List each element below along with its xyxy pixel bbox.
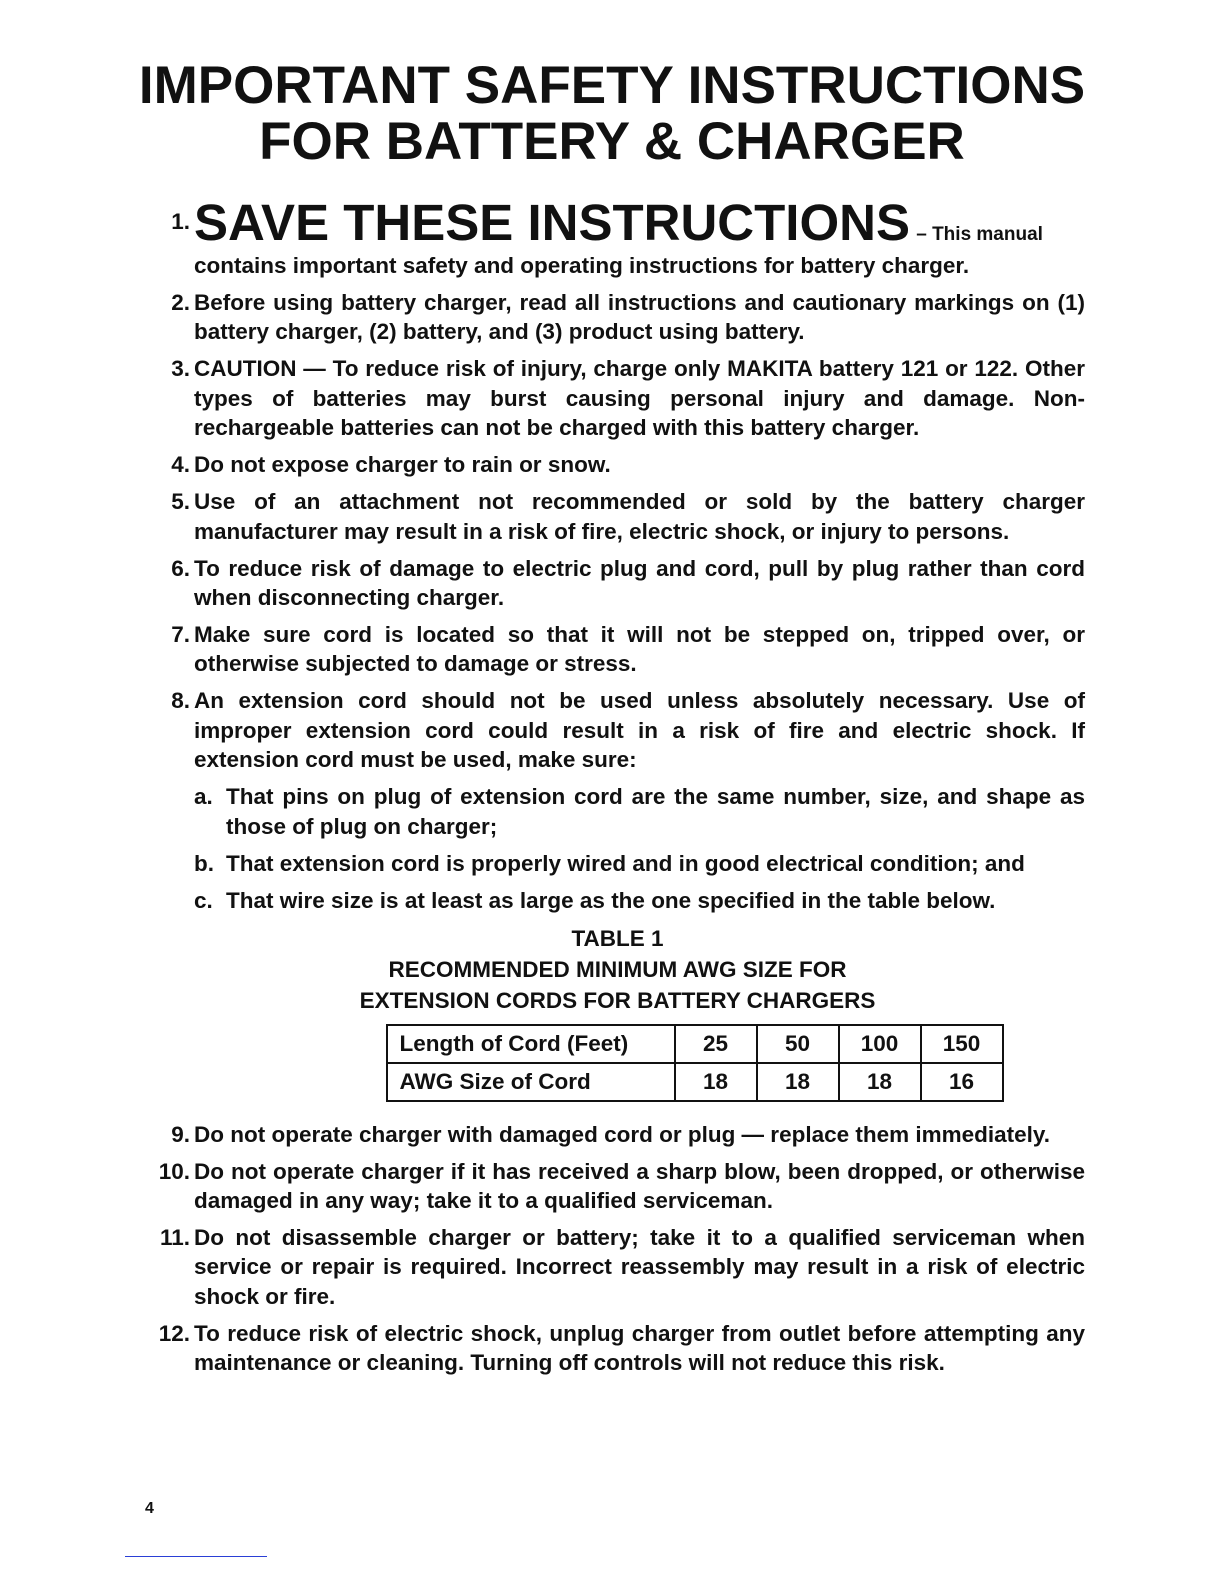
sub-item-a — [194, 782, 1085, 841]
item-text: Do not operate charger if it has received a sharp blow, been dropped, or otherwise damaged in any way; take it to a qualified serviceman. — [194, 1158, 1085, 1214]
table-row — [387, 1063, 1003, 1101]
item-text: Use of an attachment not recommended or sold by the battery charger manufacturer may result in a risk of fire, electric shock, or injury to persons. — [194, 489, 1085, 544]
item-number: 1. — [171, 209, 190, 234]
sub-item-letter: c. — [194, 887, 213, 913]
page-number: 4 — [145, 1500, 154, 1517]
subitems-group — [150, 782, 1085, 915]
table-caption-1: TABLE 1 — [571, 925, 664, 951]
item-number: 6. — [171, 555, 190, 581]
item-text: An extension cord should not be used unless absolutely necessary. Use of improper extension cord could result in a risk of fire and electric shock. If extension cord must be used, make sure: — [194, 688, 1085, 773]
table-cell: 18 — [839, 1063, 921, 1101]
title-line-1: IMPORTANT SAFETY INSTRUCTIONS — [138, 56, 1086, 115]
list-item-11 — [150, 1223, 1085, 1311]
table-row — [387, 1025, 1003, 1063]
list-item-12 — [150, 1319, 1085, 1378]
item-number: 7. — [171, 622, 190, 648]
save-instructions-text: contains important safety and operating instructions for battery charger. — [194, 253, 970, 278]
item-number: 8. — [171, 688, 190, 714]
item-text: CAUTION — To reduce risk of injury, charge only MAKITA battery 121 or 122. Other types of batteries may burst causing personal injury and damage. Non-rechargeable batteries can not be charged with this battery charger. — [194, 356, 1085, 441]
list-item-3 — [150, 354, 1085, 442]
list-item-1 — [150, 195, 1085, 280]
list-item-9 — [150, 1120, 1085, 1149]
row-label: AWG Size of Cord — [387, 1063, 675, 1101]
sub-item-letter: b. — [194, 850, 214, 876]
table-caption-3: EXTENSION CORDS FOR BATTERY CHARGERS — [359, 987, 876, 1013]
table-block — [150, 923, 1085, 1102]
table-cell: 18 — [675, 1063, 757, 1101]
item-text: Make sure cord is located so that it will not be stepped on, tripped over, or otherwise subjected to damage or stress. — [194, 622, 1085, 677]
item-text: Do not disassemble charger or battery; take it to a qualified serviceman when service or repair is required. Incorrect reassembly may result in a risk of electric shock or fire. — [194, 1225, 1085, 1309]
list-item-6 — [150, 554, 1085, 613]
save-instructions-heading: SAVE THESE INSTRUCTIONS — [194, 194, 910, 251]
save-instructions-dash: – This manual — [916, 224, 1043, 245]
list-item-8 — [150, 686, 1085, 774]
list-item-5 — [150, 487, 1085, 546]
awg-table — [386, 1024, 1004, 1102]
items-group-a — [150, 288, 1085, 775]
page-title — [0, 58, 1224, 170]
item-number: 11. — [159, 1225, 190, 1251]
items-group-b — [150, 1120, 1085, 1378]
item-number: 4. — [171, 452, 190, 478]
list-item-10 — [150, 1157, 1085, 1216]
row-label: Length of Cord (Feet) — [387, 1025, 675, 1063]
item-text: To reduce risk of damage to electric plug and cord, pull by plug rather than cord when disconnecting charger. — [194, 555, 1085, 611]
sub-item-text: That wire size is at least as large as the one specified in the table below. — [226, 887, 996, 913]
table-caption-2: RECOMMENDED MINIMUM AWG SIZE FOR — [388, 956, 847, 982]
item-text: To reduce risk of electric shock, unplug charger from outlet before attempting any maintenance or cleaning. Turning off controls will not reduce this risk. — [194, 1320, 1085, 1376]
list-item-4 — [150, 450, 1085, 479]
item-number: 9. — [171, 1121, 190, 1147]
item-text: Do not operate charger with damaged cord or plug — replace them immediately. — [194, 1121, 1051, 1147]
title-line-2: FOR BATTERY & CHARGER — [259, 112, 965, 171]
list-item-7 — [150, 620, 1085, 679]
item-text: Do not expose charger to rain or snow. — [194, 452, 611, 478]
item-number: 5. — [171, 489, 190, 515]
footer-rule — [125, 1556, 267, 1557]
table-cell: 25 — [675, 1025, 757, 1063]
sub-item-c — [194, 886, 1085, 915]
item-text: Before using battery charger, read all instructions and cautionary markings on (1) battery charger, (2) battery, and (3) product using battery. — [194, 290, 1085, 345]
sub-item-text: That pins on plug of extension cord are the same number, size, and shape as those of plug on charger; — [226, 784, 1085, 839]
item-number: 10. — [158, 1158, 190, 1184]
table-cell: 16 — [921, 1063, 1003, 1101]
item-number: 2. — [171, 290, 190, 315]
item-number: 12. — [158, 1320, 190, 1346]
table-cell: 50 — [757, 1025, 839, 1063]
table-cell: 150 — [921, 1025, 1003, 1063]
sub-item-text: That extension cord is properly wired and in good electrical condition; and — [226, 850, 1025, 876]
sub-item-letter: a. — [194, 784, 213, 810]
sub-item-b — [194, 849, 1085, 878]
list-item-2 — [150, 288, 1085, 347]
item-number: 3. — [171, 356, 190, 382]
table-cell: 100 — [839, 1025, 921, 1063]
table-cell: 18 — [757, 1063, 839, 1101]
instruction-list — [150, 195, 1085, 1385]
